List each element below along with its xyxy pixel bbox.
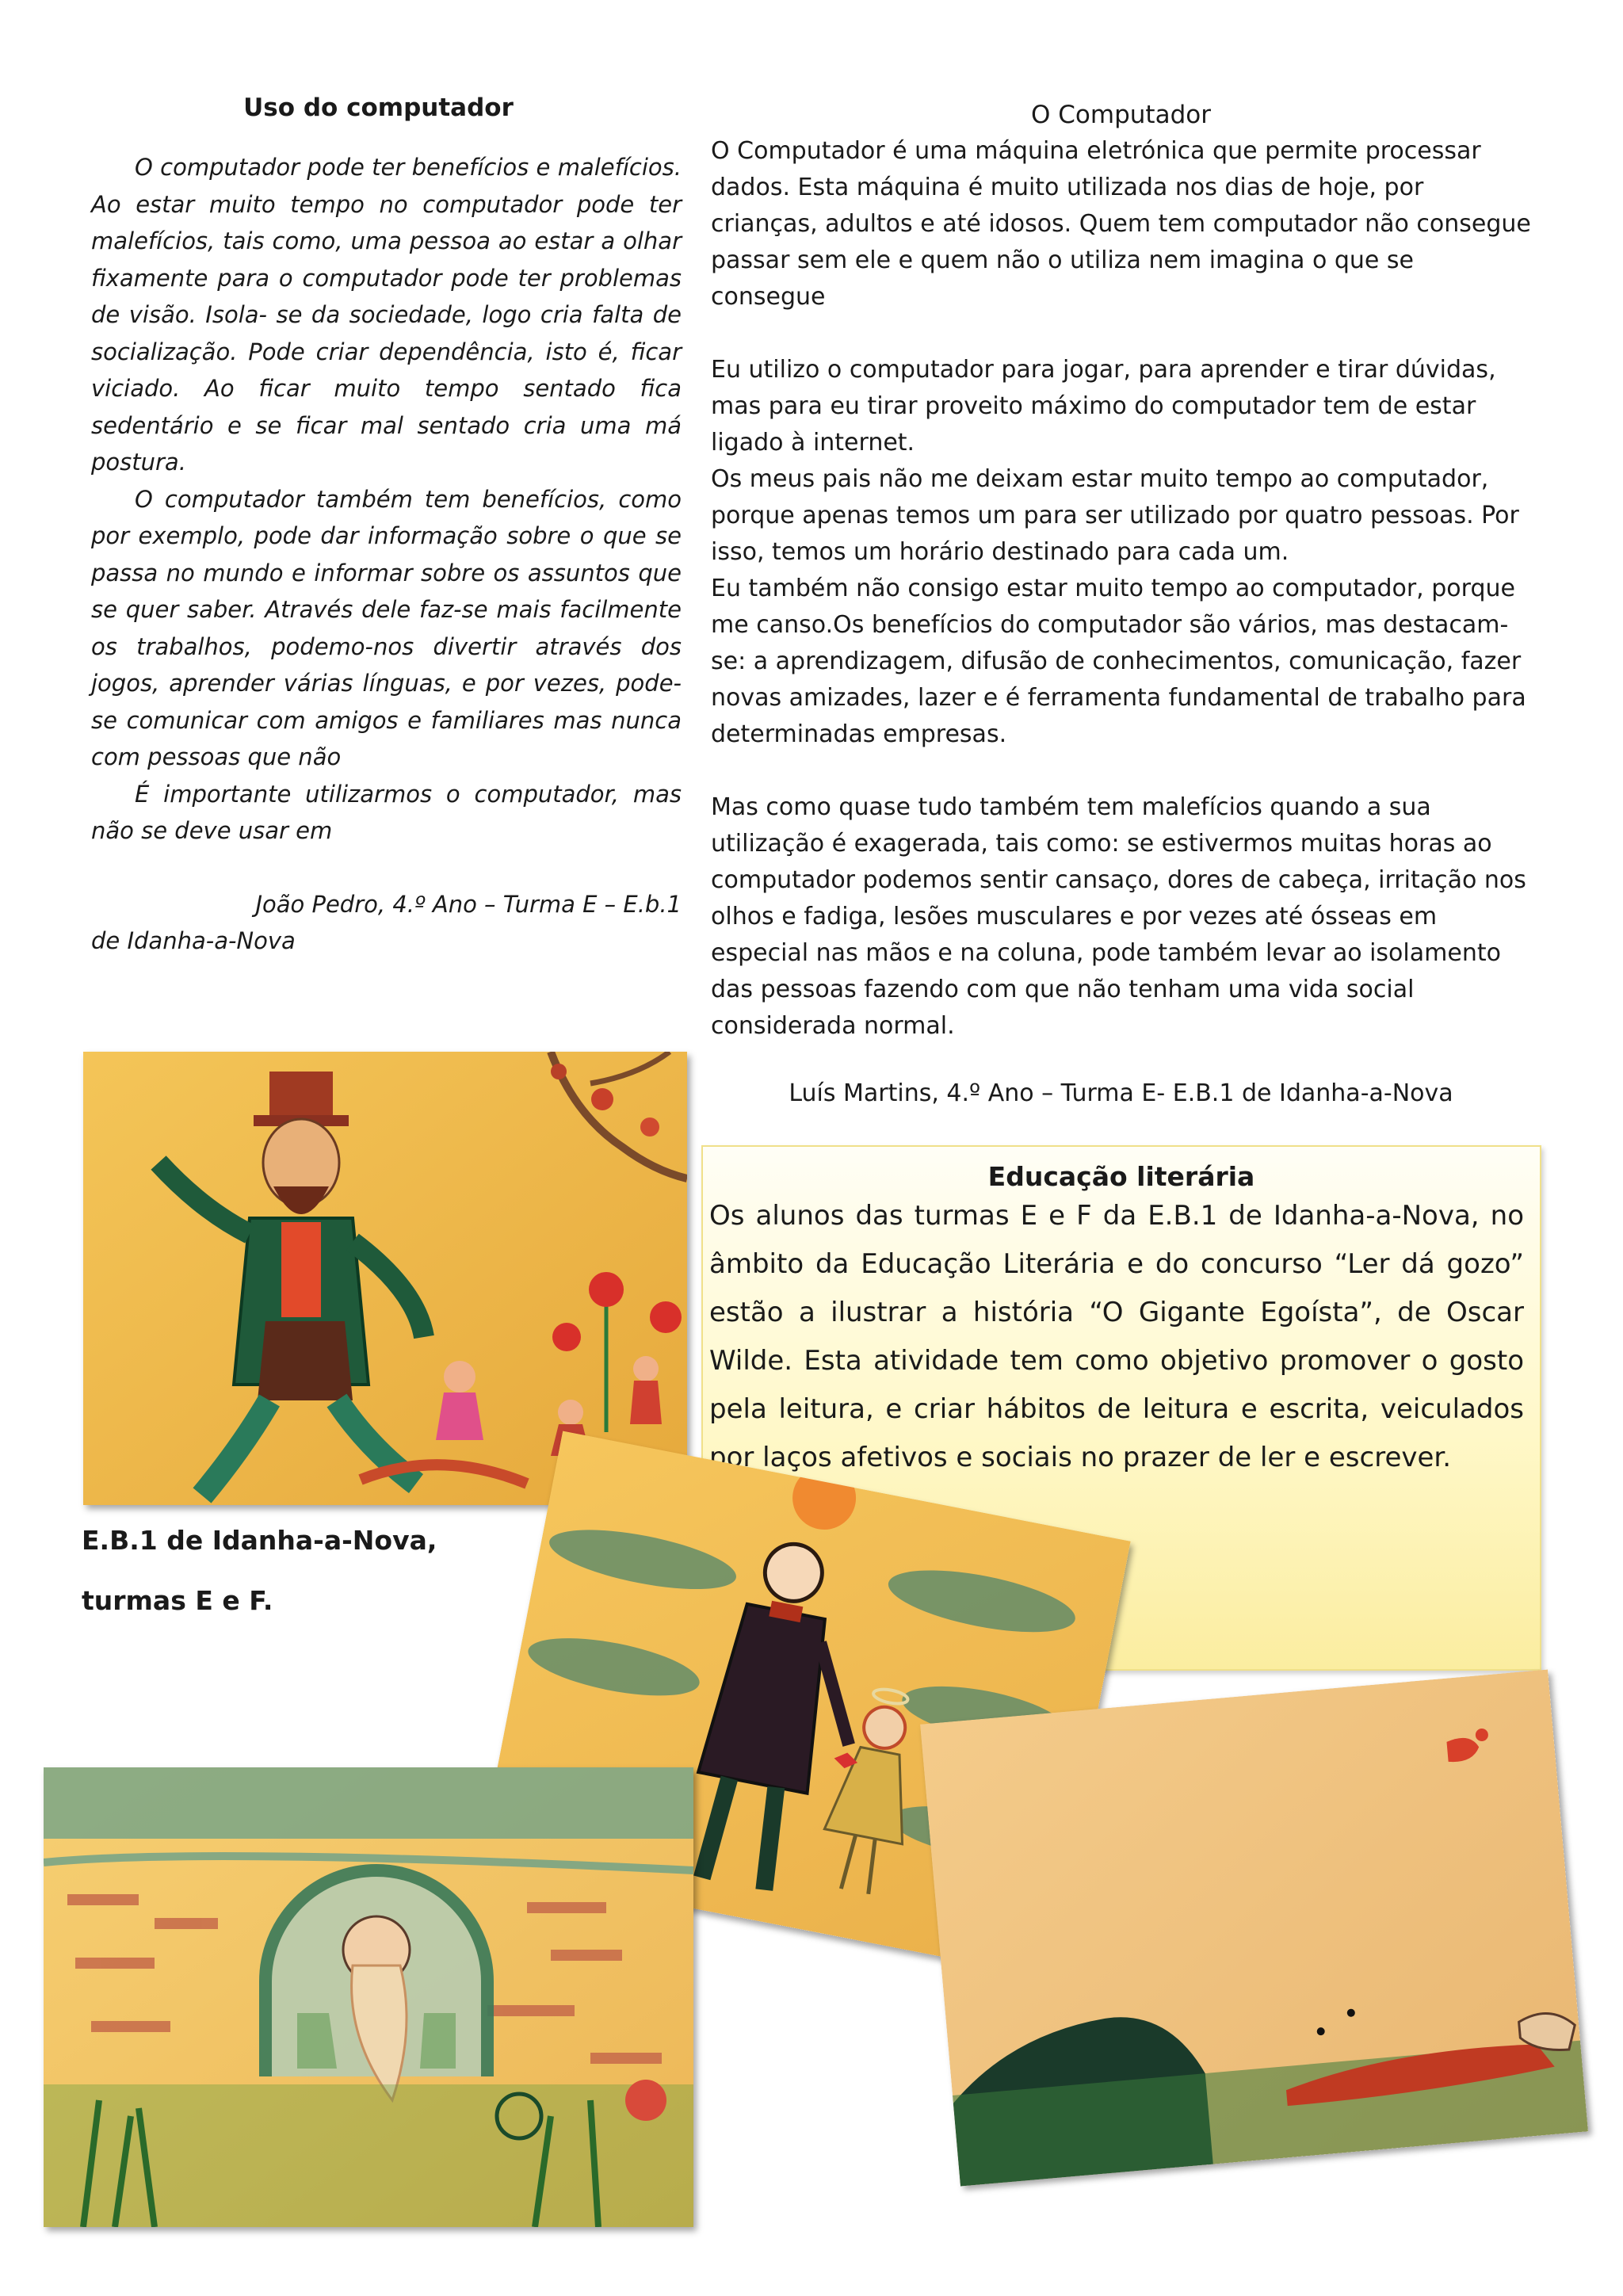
right-article-paragraph-1: O Computador é uma máquina eletrónica que permite processar dados. Esta máquina é muito utilizada nos dias de hoje, por crianças, adultos e até idosos. Quem tem computador não consegue passar sem ele e quem não o utiliza nem imagina o que se consegue: [711, 137, 1531, 311]
right-article-title: O Computador: [1031, 101, 1211, 129]
right-article-paragraph-5: Mas como quase tudo também tem malefícios quando a sua utilização é exagerada, tais como: se estivermos muitas horas ao computador podemos sentir cansaço, dores de cabeça, irritação nos olhos e fadiga, lesões musculares e por vezes até ósseas em especial nas mãos e na coluna, pode também levar ao isolamento das pessoas fazendo com que não tenham uma vida social considerada normal.: [711, 793, 1526, 1040]
left-article-signature-line-1: João Pedro, 4.º Ano – Turma E – E.b.1: [255, 890, 682, 918]
left-article-paragraph-1: O computador pode ter benefícios e malefícios. Ao estar muito tempo no computador pode ter malefícios, tais como, uma pessoa ao estar a olhar fixamente para o computador pode ter problemas de visão. Isola- se da sociedade, logo cria falta de socialização. Pode criar dependência, isto é, ficar viciado. Ao ficar muito tempo sentado fica sedentário e se ficar mal sentado cria uma má postura.: [91, 154, 682, 476]
right-article: [711, 97, 1531, 1107]
caption-line-1: E.B.1 de Idanha-a-Nova,: [82, 1525, 437, 1556]
left-article-paragraph-2: O computador também tem benefícios, como por exemplo, pode dar informação sobre o que se passa no mundo e informar sobre os assuntos que se quer saber. Através dele faz-se mais facilmente os trabalhos, podemo-nos divertir através dos jogos, aprender várias línguas, e por vezes, pode-se comunicar com amigos e familiares mas nunca com pessoas que não: [91, 485, 682, 770]
right-article-signature: Luís Martins, 4.º Ano – Turma E- E.B.1 de Idanha-a-Nova: [789, 1079, 1453, 1107]
left-article: [91, 94, 682, 960]
left-article-signature-line-2: de Idanha-a-Nova: [91, 927, 296, 954]
literary-box-text: Os alunos das turmas E e F da E.B.1 de Idanha-a-Nova, no âmbito da Educação Literária e do concurso “Ler dá gozo” estão a ilustrar a história “O Gigante Egoísta”, de Oscar Wilde. Esta atividade tem como objetivo promover o gosto pela leitura, e criar hábitos de leitura e escrita, veiculados por laços afetivos e sociais no prazer de ler e escrever.: [709, 1200, 1524, 1473]
right-article-paragraph-2: Eu utilizo o computador para jogar, para aprender e tirar dúvidas, mas para eu tirar proveito máximo do computador tem de estar ligado à internet.: [711, 356, 1496, 457]
left-article-paragraph-3: É importante utilizarmos o computador, mas não se deve usar em: [91, 780, 682, 844]
left-article-title: Uso do computador: [243, 94, 514, 122]
caption-line-2: turmas E e F.: [82, 1585, 273, 1616]
right-article-paragraph-4: Eu também não consigo estar muito tempo ao computador, porque me canso.Os benefícios do computador são vários, mas destacam-se: a aprendizagem, difusão de conhecimentos, comunicação, fazer novas amizades, lazer e é ferramenta fundamental de trabalho para determinadas empresas.: [711, 575, 1526, 748]
drawing-bird-photo: [920, 1669, 1588, 2186]
drawing-bearded-figure-photo: [44, 1767, 693, 2227]
right-article-paragraph-3: Os meus pais não me deixam estar muito tempo ao computador, porque apenas temos um para ser utilizado por quatro pessoas. Por isso, temos um horário destinado para cada um.: [711, 465, 1519, 566]
literary-box-title: Educação literária: [987, 1161, 1255, 1192]
